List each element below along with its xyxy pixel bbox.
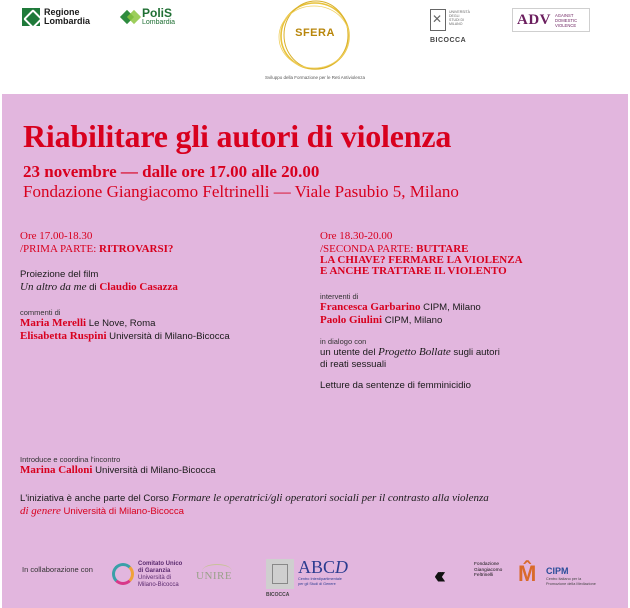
abcd-name [298, 557, 348, 578]
feltrinelli-line-3: Feltrinelli [474, 573, 494, 579]
adv-name: ADV [517, 11, 551, 28]
feltrinelli-text [474, 562, 502, 579]
event-title: Riabilitare gli autori di violenza [23, 118, 452, 154]
second-part-line-3: E ANCHE TRATTARE IL VIOLENTO [320, 265, 507, 277]
header [0, 0, 630, 94]
abcd-sub-2: per gli Studi di Genere [298, 581, 336, 586]
film-director: Claudio Casazza [99, 281, 178, 293]
second-part-prefix: /SECONDA PARTE: [320, 243, 417, 255]
second-part-time: Ore 18.30-20.00 [320, 230, 393, 242]
adv-logo [512, 8, 590, 32]
cug-line-4: Milano-Bicocca [138, 582, 179, 588]
feltrinelli-line-1: Fondazione [474, 562, 500, 567]
commentator-2-name: Elisabetta Ruspini [20, 330, 107, 342]
sfera-name: SFERA [295, 27, 335, 39]
first-part-time: Ore 17.00-18.30 [20, 230, 93, 242]
sfera-logo [255, 0, 375, 94]
abcd-emblem-icon [266, 559, 294, 589]
first-part-prefix: /PRIMA PARTE: [20, 243, 100, 255]
collab-label: In collaborazione con [22, 565, 93, 574]
intro-line [20, 464, 620, 477]
unire-name: UNIRE [196, 570, 233, 582]
unire-logo [196, 570, 246, 590]
intro-label: Introduce e coordina l'incontro [20, 455, 121, 464]
cug-line-1: Comitato Unico [138, 561, 183, 567]
cug-line-3: Università di [138, 575, 172, 581]
bicocca-word: BICOCCA [430, 37, 467, 44]
intro-org: Università di Milano-Bicocca [92, 465, 216, 476]
film-di: di [86, 282, 100, 293]
abcd-sub-1: Centro Interdipartimentale [298, 577, 342, 581]
commentator-1-org: Le Nove, Roma [86, 318, 156, 329]
sfera-subtitle: Sviluppo della Formazione per le Reti Antiviolenza [264, 75, 366, 80]
abcd-logo [266, 559, 366, 599]
intro-block [20, 455, 620, 477]
abcd-bicocca: BICOCCA [266, 592, 290, 598]
dialogo-project: Progetto Bollate [378, 346, 451, 358]
second-part-line-2: LA CHIAVE? FERMARE LA VIOLENZA [320, 254, 523, 266]
cipm-logo [518, 562, 618, 592]
cug-text [138, 561, 182, 589]
abcd-subtitle [298, 577, 342, 586]
cug-ring-icon [112, 563, 134, 585]
bicocca-small-text: UNIVERSITÀ DEGLI STUDI DI MILANO [449, 10, 471, 26]
regione-lombardia-label: Regione Lombardia [44, 7, 91, 26]
course-line-2 [20, 505, 620, 518]
unire-arc-icon [202, 564, 232, 578]
course-block [20, 492, 620, 518]
dialogo-line-1 [320, 346, 620, 359]
cipm-emblem-icon: M [518, 561, 537, 586]
abcd-abc: ABC [298, 557, 336, 577]
dialogo-pre: un utente del [320, 347, 379, 358]
first-part-column [20, 231, 310, 343]
film-label: Proiezione del film [20, 269, 99, 280]
commentator-2 [20, 330, 310, 343]
cug-line-2: di Garanzia [138, 568, 171, 574]
bicocca-logo [430, 9, 471, 47]
first-part-name: RITROVARSI? [99, 243, 174, 255]
speaker-2-name: Paolo Giulini [320, 314, 383, 326]
course-pre: L'iniziativa è anche parte del Corso [20, 493, 172, 504]
adv-subtitle: AGAINST DOMESTIC VIOLENCE [555, 12, 578, 28]
event-venue: Fondazione Giangiacomo Feltrinelli — Viale Pasubio 5, Milano [23, 182, 459, 201]
second-part-line-1: BUTTARE [416, 243, 469, 255]
speaker-1 [320, 301, 620, 314]
speaker-2-org: CIPM, Milano [382, 315, 443, 326]
regione-lombardia-icon [22, 8, 40, 26]
commentator-1 [20, 317, 310, 330]
first-part-heading [20, 244, 310, 255]
polis-sub: Lombardia [142, 19, 176, 26]
film-line [20, 281, 310, 294]
bicocca-emblem-icon [430, 9, 446, 31]
film-title: Un altro da me [20, 281, 87, 293]
feltrinelli-line-2: Giangiacomo [474, 567, 503, 573]
cug-logo [112, 561, 182, 593]
commentator-2-org: Università di Milano-Bicocca [106, 331, 230, 342]
course-title-2: di genere [20, 505, 61, 517]
speaker-1-org: CIPM, Milano [420, 302, 481, 313]
dialogo-line-2: di reati sessuali [320, 359, 387, 370]
polis-icon [122, 9, 138, 25]
letture-line: Letture da sentenze di femminicidio [320, 380, 471, 391]
course-title-1: Formare le operatrici/gli operatori sociali per il contrasto alla violenza [171, 492, 489, 504]
cipm-subtitle [546, 577, 596, 586]
cipm-sub-1: Centro Italiano per la [546, 577, 582, 581]
polis-name: PoliS [142, 6, 173, 20]
course-post: Università di Milano-Bicocca [60, 506, 184, 517]
feltrinelli-logo [434, 560, 514, 592]
event-date: 23 novembre — dalle ore 17.00 alle 20.00 [23, 162, 320, 181]
commentator-1-name: Maria Merelli [20, 317, 87, 329]
comments-label: commenti di [20, 308, 61, 317]
intro-name: Marina Calloni [20, 464, 93, 476]
second-part-column [320, 231, 620, 392]
speaker-1-name: Francesca Garbarino [320, 301, 421, 313]
speaker-2 [320, 314, 620, 327]
dialogo-label: in dialogo con [320, 337, 367, 346]
course-line-1 [20, 492, 620, 505]
interventi-label: interventi di [320, 292, 359, 301]
feltrinelli-chevrons-icon: ‹‹‹ [434, 562, 440, 589]
event-panel [2, 94, 628, 608]
abcd-d: D [335, 557, 349, 577]
regione-lombardia-logo [22, 8, 96, 26]
dialogo-post: sugli autori [450, 347, 500, 358]
cipm-name: CIPM [546, 566, 569, 576]
cipm-sub-2: Promozione della Mediazione [546, 581, 596, 586]
polis-lombardia-logo [122, 7, 175, 27]
